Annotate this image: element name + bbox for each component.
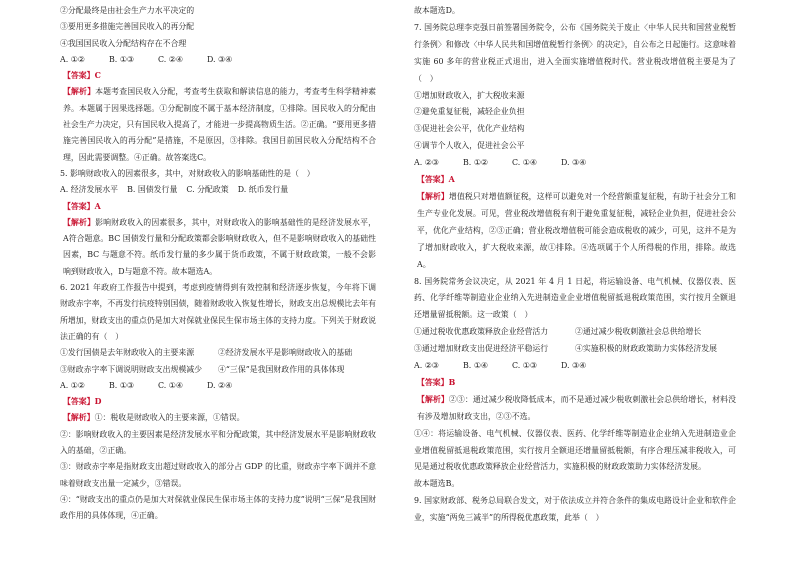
answer-option: D. 纸币发行量 <box>237 185 289 195</box>
statement-item: ①发行国债是去年财政收入的主要来源 <box>60 348 195 358</box>
answer-option: B. ①③ <box>109 54 134 64</box>
answer-line <box>414 375 736 392</box>
answer-option: D. ③④ <box>207 54 233 64</box>
text-line: ③促进社会公平，优化产业结构 <box>414 124 525 134</box>
text-line: ①增加财政收入，扩大税收来源 <box>414 90 525 100</box>
answer-line <box>414 172 736 189</box>
statement-item: ③财政赤字率下调说明财政支出规模减少 <box>60 364 203 374</box>
answer-label: 【答案】 <box>63 201 95 211</box>
statement-item: ②通过减少税收刺激社会总供给增长 <box>575 327 702 337</box>
analysis-text: ①：税收是财政收入的主要来源，①错误。 <box>94 413 245 423</box>
answer-option: D. ③④ <box>561 361 587 371</box>
statement-item: ④“三保”是我国财政作用的具体体现 <box>218 364 345 374</box>
text-line: 5. 影响财政收入的因素很多，其中，对财政收入的影响基础性的是（ ） <box>60 168 315 178</box>
answer-option: C. 分配政策 <box>186 185 229 195</box>
text-line: ②避免重复征税，减轻企业负担 <box>414 107 525 117</box>
analysis-label: 【解析】 <box>417 191 449 201</box>
answer-option: A. ②③ <box>414 361 439 371</box>
answer-label: 【答案】 <box>63 397 95 407</box>
text-line: ③要用更多措施完善国民收入的再分配 <box>60 22 195 32</box>
answer-option: C. ②④ <box>158 54 183 64</box>
statement-pair-row <box>414 324 736 341</box>
answer-option: B. ①② <box>463 158 488 168</box>
analysis-text: 增值税只对增值额征税，这样可以避免对一个经营额重复征税，有助于社会分工和生产专业化发展。可见，营业税改增值税有利于避免重复征税，减轻企业负担，促进社会公平，优化产业结构，②③正确；营业税改增值税可能会造成税收的减少，可见，这并不是为了增加财政收入，扩大税收来源，故①排除。④选项属于个人所得税的作用，排除。故选A。 <box>417 191 736 269</box>
text-line: 6. 2021 年政府工作报告中提到，考虑到疫情得到有效控制和经济逐步恢复，今年将下调财政赤字率，不再发行抗疫特别国债，随着财政收入恢复性增长，财政支出总规模比去年有所增加，财政支出的重点仍是加大对保就业保民生保市场主体的支持力度。下列关于财政说法正确的有（ ） <box>60 283 376 341</box>
analysis-paragraph <box>60 215 376 280</box>
analysis-text: 影响财政收入的因素很多，其中，对财政收入的影响基础性的是经济发展水平，A符合题意。BC 国债发行量和分配政策都会影响财政收入，但不是影响财政收入的基础性因素，BC 与题意不符。纸币发行量的多少属于货币政策，不属于财政政策，一般不会影响到财政收入，D与题意不符。故本题选A。 <box>63 217 376 276</box>
answer-option: D. ③④ <box>561 158 587 168</box>
answer-option: C. ①③ <box>512 361 537 371</box>
answer-line <box>60 199 376 215</box>
analysis-text: 本题考查国民收入分配，考查考生获取和解读信息的能力，考查考生科学精神素养。本题属于因果选择题。①分配制度不属于基本经济制度，①排除。国民收入的分配由社会生产力决定，只有国民收入提高了，才能进一步提高物质生活。②正确。“要用更多措施完善国民收入的再分配”是措施，不是原因，③排除。我国目前国民收入分配结构不合理，因此需要调整。④正确。故答案选C。 <box>63 87 376 162</box>
text-line: 7. 国务院总理李克强日前签署国务院令，公布《国务院关于废止〈中华人民共和国营业税暂行条例〉和修改〈中华人民共和国增值税暂行条例〉的决定》，自公布之日起施行。这意味着实施 60 多年的营业税正式退出，进入全面实施增值税时代。营业税改增值税主要是为了（ ） <box>414 22 736 83</box>
analysis-paragraph <box>414 392 736 426</box>
answer-label: 【答案】 <box>417 377 449 387</box>
answer-option: B. ①③ <box>109 380 134 390</box>
statement-pair-row <box>414 341 736 358</box>
answer-label: 【答案】 <box>63 71 95 81</box>
statement-pair-row <box>60 345 376 361</box>
statement-pair-row <box>60 362 376 378</box>
answer-value: A <box>94 201 101 211</box>
answer-options-row <box>414 155 736 172</box>
statement-item: ①通过税收优惠政策释放企业经营活力 <box>414 327 549 337</box>
text-line: ②：影响财政收入的主要因素是经济发展水平和分配政策，其中经济发展水平是影响财政收入的基础，②正确。 <box>60 429 376 456</box>
text-line: 故本题选D。 <box>414 6 460 15</box>
left-column <box>60 3 376 559</box>
answer-line <box>60 394 376 410</box>
text-line: ①④：将运输设备、电气机械、仪器仪表、医药、化学纤维等制造业企业纳入先进制造业企业增值税留抵退税政策范围，实行按月全额退还增量留抵税额，有序合理压减非税收入，可见是通过税收优惠政策释放企业经营活力，实施积极的财政政策助力实体经济发展。 <box>414 428 736 472</box>
text-line: 8. 国务院常务会议决定，从 2021 年 4 月 1 日起，将运输设备、电气机械、仪器仪表、医药、化学纤维等制造业企业纳入先进制造业企业增值税留抵退税政策范围，实行按月全额退还增量留抵税额。这一政策（ ） <box>414 276 736 320</box>
text-line: ④调节个人收入，促进社会公平 <box>414 141 525 151</box>
answer-label: 【答案】 <box>417 175 449 185</box>
text-line: ④我国国民收入分配结构存在不合理 <box>60 38 187 48</box>
analysis-label: 【解析】 <box>63 87 96 97</box>
analysis-paragraph <box>60 84 376 165</box>
text-line: ②分配最终是由社会生产力水平决定的 <box>60 6 195 15</box>
analysis-label: 【解析】 <box>63 217 96 227</box>
answer-options-row <box>60 182 376 198</box>
statement-item: ④实施积极的财政政策助力实体经济发展 <box>575 344 718 354</box>
answer-option: B. 国债发行量 <box>127 185 178 195</box>
answer-option: D. ②④ <box>207 380 233 390</box>
answer-option: A. ①② <box>60 54 85 64</box>
text-line: 9. 国家财政部、税务总局联合发文，对于依法成立并符合条件的集成电路设计企业和软件企业，实施“两免三减半”的所得税优惠政策，此举（ ） <box>414 496 736 523</box>
analysis-label: 【解析】 <box>417 394 449 404</box>
answer-options-row <box>60 52 376 68</box>
right-column <box>414 3 736 559</box>
answer-option: C. ①④ <box>512 158 537 168</box>
analysis-text: ②③：通过减少税收降低成本，而不是通过减少税收刺激社会总供给增长，材料没有涉及增加财政支出，②③不选。 <box>417 394 736 421</box>
answer-value: B <box>448 377 456 387</box>
analysis-paragraph <box>414 189 736 274</box>
text-line: ④：“财政支出的重点仍是加大对保就业保民生保市场主体的支持力度”说明“三保”是我国财政作用的具体体现，④正确。 <box>60 494 376 521</box>
text-line: 故本题选B。 <box>414 479 460 489</box>
answer-value: A <box>448 175 455 185</box>
answer-option: A. 经济发展水平 <box>60 185 119 195</box>
answer-options-row <box>60 378 376 394</box>
answer-option: B. ①④ <box>463 361 488 371</box>
answer-option: A. ②③ <box>414 158 439 168</box>
text-line: ③：财政赤字率是指财政支出超过财政收入的部分占 GDP 的比重，财政赤字率下调并不意味着财政支出量一定减少，③错误。 <box>60 462 376 488</box>
statement-item: ②经济发展水平是影响财政收入的基础 <box>218 348 353 358</box>
analysis-label: 【解析】 <box>63 413 95 423</box>
answer-options-row <box>414 358 736 375</box>
answer-line <box>60 68 376 84</box>
answer-value: D <box>94 397 102 407</box>
analysis-paragraph <box>60 410 376 426</box>
answer-value: C <box>94 71 101 81</box>
answer-option: C. ①④ <box>158 380 183 390</box>
statement-item: ③通过增加财政支出促进经济平稳运行 <box>414 344 549 354</box>
answer-option: A. ①② <box>60 380 85 390</box>
